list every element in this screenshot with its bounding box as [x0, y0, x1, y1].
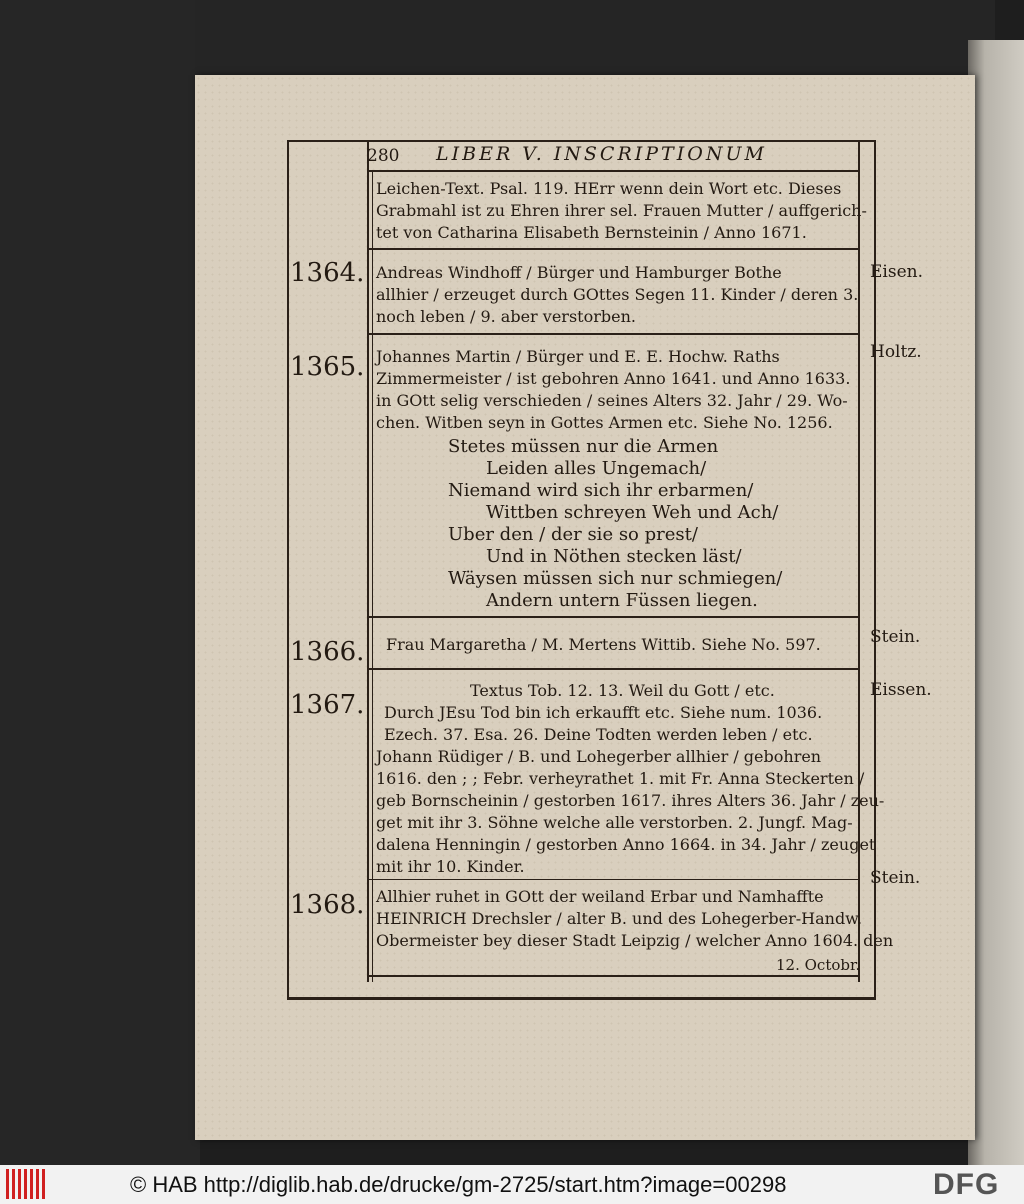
viewer-footer [0, 1165, 1024, 1204]
entry-number: 1367. [290, 690, 365, 720]
entry-text: Allhier ruhet in GOtt der weiland Erbar und Namhaffte HEINRICH Drechsler / alter B. und des Lohegerber-Handw. Obermeister bey dieser Stadt Leipzig / welcher Anno 1604. den [376, 887, 894, 950]
column-rule-left [367, 140, 369, 982]
entry-material: Stein. [870, 627, 921, 647]
entry-number: 1366. [290, 637, 365, 667]
running-title: LIBER V. INSCRIPTIONUM [436, 143, 767, 165]
entry-rule [367, 668, 860, 670]
scanner-background-left [0, 0, 200, 1165]
entry-text: Frau Margaretha / M. Mertens Wittib. Siehe No. 597. [386, 635, 821, 654]
page-number: 280 [367, 146, 400, 166]
header-rule [367, 170, 860, 172]
entry-text: Leichen-Text. Psal. 119. HErr wenn dein Wort etc. Dieses Grabmahl ist zu Ehren ihrer sel. Frauen Mutter / auffgerich- tet von Catharina Elisabeth Bernsteinin / Anno 1671. [376, 179, 867, 242]
scanner-background-top [195, 0, 995, 75]
entry-text: Textus Tob. 12. 13. Weil du Gott / etc. Durch JEsu Tod bin ich erkaufft etc. Siehe num. 1036. Ezech. 37. Esa. 26. Deine Todten werden leben / etc. Johann Rüdiger / B. und Lohegerber allhier / gebohren 1616. den ; ; Febr. verheyrathet 1. mit Fr. Anna Steckerten / geb Bornscheinin / gestorben 1617. ihres Alters 36. Jahr / zeu- get mit ihr 3. Söhne welche alle verstorben. 2. Jungf. Mag- dalena Henningin / gestorben Anno 1664. in 34. Jahr / zeuget mit ihr 10. Kinder. [376, 681, 885, 876]
facing-page-edge [968, 40, 1024, 1165]
entry-material: Eisen. [870, 262, 923, 282]
dfg-logo: DFG [933, 1168, 1000, 1201]
entry-material: Eissen. [870, 680, 932, 700]
entry-material: Holtz. [870, 342, 922, 362]
entry-text: Andreas Windhoff / Bürger und Hamburger Bothe allhier / erzeuget durch GOttes Segen 11. Kinder / deren 3. noch leben / 9. aber verstorben. [376, 263, 859, 326]
entry-rule [367, 975, 860, 977]
poem: Stetes müssen nur die Armen Leiden alles Ungemach/ Niemand wird sich ihr erbarmen/ Wittben schreyen Weh und Ach/ Uber den / der sie so prest/ Und in Nöthen stecken läst/ Wäysen müssen sich nur schmiegen/ Andern untern Füssen liegen. [448, 436, 783, 611]
barcode-icon [6, 1169, 46, 1199]
entry-rule [367, 616, 860, 618]
entry-material: Stein. [870, 868, 921, 888]
entry-number: 1365. [290, 352, 365, 382]
entry-rule [367, 248, 860, 250]
entry-rule [367, 879, 860, 880]
source-link[interactable]: © HAB http://diglib.hab.de/drucke/gm-2725/start.htm?image=00298 [130, 1172, 787, 1197]
catchword: 12. Octobr. [776, 956, 861, 974]
entry-text: Johannes Martin / Bürger und E. E. Hochw. Raths Zimmermeister / ist gebohren Anno 1641. und Anno 1633. in GOtt selig verschieden / seines Alters 32. Jahr / 29. Wo- chen. Witben seyn in Gottes Armen etc. Siehe No. 1256. [376, 347, 851, 432]
entry-number: 1364. [290, 258, 365, 288]
entry-rule [367, 333, 860, 335]
column-rule-left-inner [372, 170, 373, 982]
entry-number: 1368. [290, 890, 365, 920]
